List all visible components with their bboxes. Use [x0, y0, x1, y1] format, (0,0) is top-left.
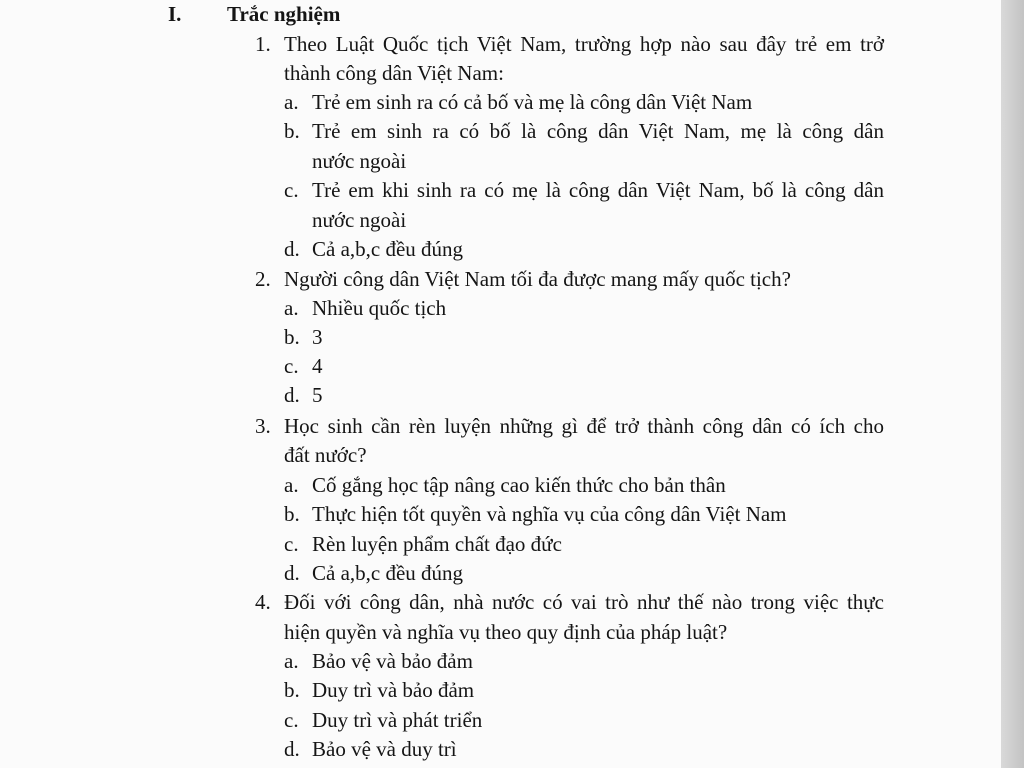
- option-letter: b.: [284, 119, 300, 143]
- page-edge-shadow: [1001, 0, 1024, 768]
- section-numeral: I.: [168, 2, 182, 26]
- option-letter: c.: [284, 354, 299, 378]
- section-title: Trắc nghiệm: [227, 2, 341, 26]
- option-letter: b.: [284, 678, 300, 702]
- option-letter: d.: [284, 383, 300, 407]
- question-text-line-2: đất nước?: [284, 443, 367, 467]
- option-letter: a.: [284, 90, 299, 114]
- option-letter: a.: [284, 649, 299, 673]
- option-text: Thực hiện tốt quyền và nghĩa vụ của công dân Việt Nam: [312, 502, 787, 526]
- option-letter: d.: [284, 561, 300, 585]
- option-letter: a.: [284, 473, 299, 497]
- option-letter: a.: [284, 296, 299, 320]
- option-text: 3: [312, 325, 323, 349]
- question-number: 4.: [255, 590, 271, 614]
- option-text: 5: [312, 383, 323, 407]
- option-letter: c.: [284, 708, 299, 732]
- option-text: Nhiều quốc tịch: [312, 296, 447, 320]
- option-letter: b.: [284, 325, 300, 349]
- option-letter: d.: [284, 237, 300, 261]
- option-text: 4: [312, 354, 323, 378]
- question-text-line-2: thành công dân Việt Nam:: [284, 61, 504, 85]
- option-letter: c.: [284, 532, 299, 556]
- option-text: Trẻ em sinh ra có bố là công dân Việt Nam, mẹ là công dân: [312, 119, 884, 143]
- question-text-line-2: hiện quyền và nghĩa vụ theo quy định của pháp luật?: [284, 620, 728, 644]
- option-text: Cả a,b,c đều đúng: [312, 561, 464, 585]
- question-text-line-1: Người công dân Việt Nam tối đa được mang mấy quốc tịch?: [284, 267, 791, 291]
- option-text: Cố gắng học tập nâng cao kiến thức cho bản thân: [312, 473, 726, 497]
- option-text: Cả a,b,c đều đúng: [312, 237, 464, 261]
- question-text-line-1: Theo Luật Quốc tịch Việt Nam, trường hợp nào sau đây trẻ em trở: [284, 32, 884, 56]
- option-text: Duy trì và bảo đảm: [312, 678, 475, 702]
- option-text: Trẻ em sinh ra có cả bố và mẹ là công dân Việt Nam: [312, 90, 753, 114]
- option-text: Rèn luyện phẩm chất đạo đức: [312, 532, 562, 556]
- question-number: 2.: [255, 267, 271, 291]
- option-letter: b.: [284, 502, 300, 526]
- option-text: Trẻ em khi sinh ra có mẹ là công dân Việt Nam, bố là công dân: [312, 178, 884, 202]
- question-number: 3.: [255, 414, 271, 438]
- question-text-line-1: Học sinh cần rèn luyện những gì để trở thành công dân có ích cho: [284, 414, 884, 438]
- question-text-line-1: Đối với công dân, nhà nước có vai trò như thế nào trong việc thực: [284, 590, 884, 614]
- option-text: Bảo vệ và duy trì: [312, 737, 457, 761]
- option-letter: c.: [284, 178, 299, 202]
- option-text-continuation: nước ngoài: [312, 149, 407, 173]
- option-letter: d.: [284, 737, 300, 761]
- option-text: Duy trì và phát triển: [312, 708, 483, 732]
- option-text-continuation: nước ngoài: [312, 208, 407, 232]
- option-text: Bảo vệ và bảo đảm: [312, 649, 473, 673]
- question-number: 1.: [255, 32, 271, 56]
